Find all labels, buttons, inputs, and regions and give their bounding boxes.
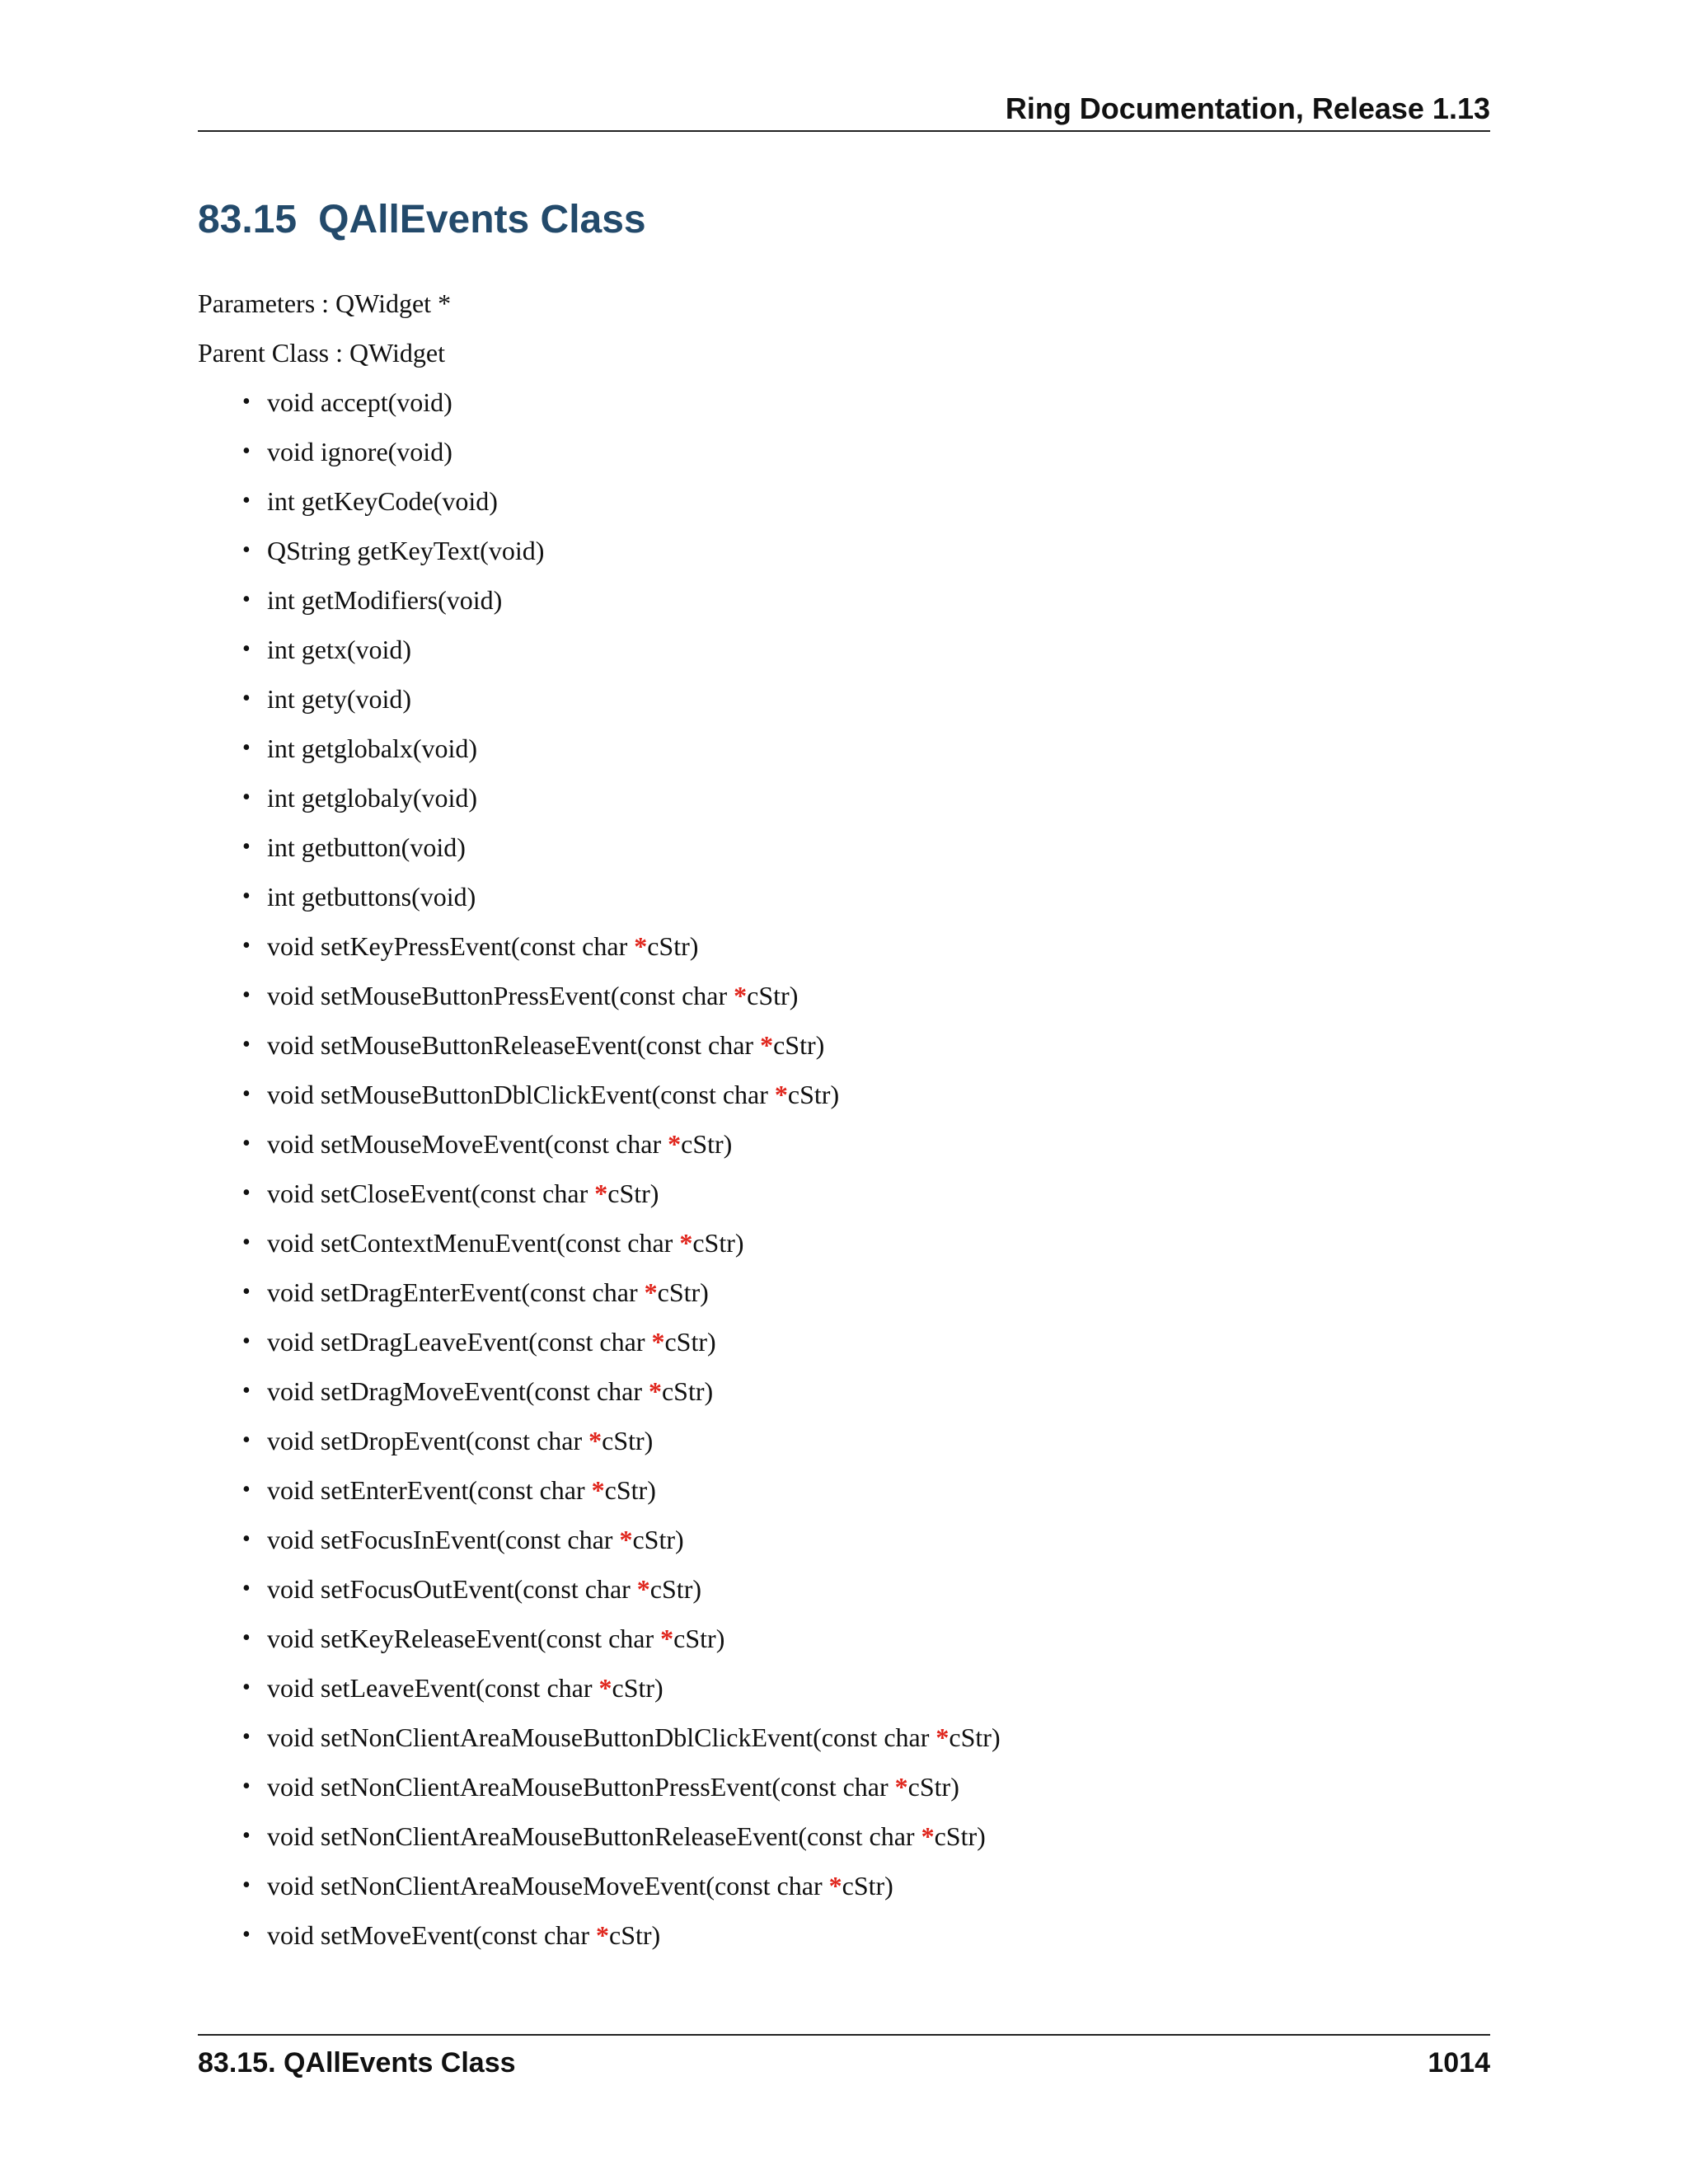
method-item — [242, 386, 1001, 435]
method-item — [242, 979, 1001, 1029]
bullet-icon: • — [242, 1081, 251, 1107]
bullet-icon: • — [242, 1279, 251, 1305]
pointer-asterisk: * — [651, 1327, 665, 1357]
method-item — [242, 1375, 1001, 1424]
bullet-icon: • — [242, 785, 251, 810]
method-item — [242, 1770, 1001, 1820]
bullet-icon: • — [242, 982, 251, 1008]
method-signature-start: void setDragMoveEvent(const char — [267, 1376, 649, 1406]
method-signature-start: void setDragEnterEvent(const char — [267, 1277, 645, 1307]
bullet-icon: • — [242, 636, 251, 662]
bullet-icon: • — [242, 537, 251, 563]
method-signature-start: void setMoveEvent(const char — [267, 1920, 596, 1950]
method-signature-end: cStr) — [609, 1920, 661, 1950]
method-signature-end: cStr) — [949, 1722, 1001, 1752]
method-signature-end: cStr) — [692, 1228, 744, 1258]
method-item — [242, 1721, 1001, 1770]
method-signature-start: void setDropEvent(const char — [267, 1426, 589, 1455]
method-signature-end: cStr) — [607, 1179, 659, 1208]
method-signature-start: void setMouseButtonDblClickEvent(const char — [267, 1080, 775, 1109]
method-signature: void ignore(void) — [267, 437, 452, 466]
bullet-icon: • — [242, 1427, 251, 1453]
method-item — [242, 435, 1001, 485]
method-signature-end: cStr) — [647, 931, 699, 961]
pointer-asterisk: * — [734, 981, 748, 1010]
method-item — [242, 1424, 1001, 1474]
running-header: Ring Documentation, Release 1.13 — [1005, 91, 1490, 125]
bullet-icon: • — [242, 1823, 251, 1849]
method-item — [242, 1919, 1001, 1968]
header-rule — [198, 130, 1490, 132]
method-signature-end: cStr) — [612, 1673, 663, 1703]
method-item — [242, 1572, 1001, 1622]
method-signature-end: cStr) — [773, 1030, 825, 1060]
pointer-asterisk: * — [668, 1129, 682, 1159]
pointer-asterisk: * — [636, 1574, 650, 1604]
bullet-icon: • — [242, 438, 251, 464]
method-signature-start: void setDragLeaveEvent(const char — [267, 1327, 652, 1357]
method-item — [242, 1820, 1001, 1869]
pointer-asterisk: * — [828, 1871, 842, 1900]
bullet-icon: • — [242, 1675, 251, 1700]
bullet-icon: • — [242, 686, 251, 711]
method-signature-start: void setCloseEvent(const char — [267, 1179, 595, 1208]
method-signature-start: void setNonClientAreaMouseMoveEvent(const char — [267, 1871, 829, 1900]
bullet-icon: • — [242, 1774, 251, 1799]
method-item — [242, 682, 1001, 732]
method-signature-end: cStr) — [673, 1624, 725, 1653]
method-signature-start: void setEnterEvent(const char — [267, 1475, 592, 1505]
pointer-asterisk: * — [648, 1376, 662, 1406]
method-signature-end: cStr) — [787, 1080, 840, 1109]
method-signature: int gety(void) — [267, 684, 412, 714]
method-signature-start: void setNonClientAreaMouseButtonPressEvent(const char — [267, 1772, 895, 1802]
section-number: 83.15 — [198, 198, 298, 241]
bullet-icon: • — [242, 1576, 251, 1601]
bullet-icon: • — [242, 1180, 251, 1206]
method-item — [242, 1078, 1001, 1127]
method-item — [242, 534, 1001, 583]
pointer-asterisk: * — [774, 1080, 788, 1109]
bullet-icon: • — [242, 735, 251, 761]
bullet-icon: • — [242, 1872, 251, 1898]
method-signature-start: void setNonClientAreaMouseButtonReleaseEvent(const char — [267, 1821, 921, 1851]
method-item — [242, 1177, 1001, 1226]
method-item — [242, 633, 1001, 682]
bullet-icon: • — [242, 1477, 251, 1502]
method-signature-end: cStr) — [907, 1772, 959, 1802]
method-signature-start: void setMouseButtonReleaseEvent(const char — [267, 1030, 761, 1060]
method-signature: int getbutton(void) — [267, 832, 466, 862]
section-heading — [198, 191, 646, 249]
method-signature-end: cStr) — [661, 1376, 714, 1406]
method-signature: int getbuttons(void) — [267, 882, 476, 912]
method-item — [242, 732, 1001, 781]
method-signature-end: cStr) — [747, 981, 799, 1010]
method-signature-start: void setMouseButtonPressEvent(const char — [267, 981, 734, 1010]
parent-class-line: Parent Class : QWidget — [198, 338, 445, 368]
bullet-icon: • — [242, 1230, 251, 1255]
method-item — [242, 1127, 1001, 1177]
method-item — [242, 1474, 1001, 1523]
method-item — [242, 1523, 1001, 1572]
pointer-asterisk: * — [588, 1426, 603, 1455]
pointer-asterisk: * — [598, 1673, 612, 1703]
method-signature: int getx(void) — [267, 635, 412, 664]
method-signature: int getglobaly(void) — [267, 783, 478, 813]
bullet-icon: • — [242, 587, 251, 612]
method-signature-start: void setFocusOutEvent(const char — [267, 1574, 637, 1604]
method-signature: int getKeyCode(void) — [267, 486, 498, 516]
method-signature: QString getKeyText(void) — [267, 536, 545, 565]
method-item — [242, 1671, 1001, 1721]
bullet-icon: • — [242, 389, 251, 415]
method-signature: int getglobalx(void) — [267, 733, 478, 763]
method-signature: void accept(void) — [267, 387, 452, 417]
method-signature: int getModifiers(void) — [267, 585, 503, 615]
method-signature-end: cStr) — [604, 1475, 656, 1505]
method-signature-end: cStr) — [842, 1871, 893, 1900]
method-item — [242, 1622, 1001, 1671]
method-signature-end: cStr) — [657, 1277, 709, 1307]
pointer-asterisk: * — [660, 1624, 674, 1653]
method-signature-start: void setLeaveEvent(const char — [267, 1673, 599, 1703]
parameters-line: Parameters : QWidget * — [198, 288, 452, 318]
method-signature-start: void setMouseMoveEvent(const char — [267, 1129, 668, 1159]
method-signature-end: cStr) — [934, 1821, 986, 1851]
bullet-icon: • — [242, 1625, 251, 1651]
pointer-asterisk: * — [679, 1228, 693, 1258]
method-signature-end: cStr) — [602, 1426, 654, 1455]
method-signature-end: cStr) — [664, 1327, 716, 1357]
footer-section-title: 83.15. QAllEvents Class — [198, 2047, 516, 2079]
bullet-icon: • — [242, 1131, 251, 1156]
pointer-asterisk: * — [894, 1772, 908, 1802]
pointer-asterisk: * — [594, 1179, 608, 1208]
bullet-icon: • — [242, 1724, 251, 1750]
method-item — [242, 583, 1001, 633]
pointer-asterisk: * — [619, 1525, 633, 1554]
pointer-asterisk: * — [591, 1475, 605, 1505]
bullet-icon: • — [242, 933, 251, 958]
method-signature-start: void setFocusInEvent(const char — [267, 1525, 620, 1554]
method-item — [242, 1276, 1001, 1325]
bullet-icon: • — [242, 1922, 251, 1947]
method-list — [242, 386, 1001, 1968]
method-item — [242, 1029, 1001, 1078]
method-signature-end: cStr) — [649, 1574, 701, 1604]
bullet-icon: • — [242, 1526, 251, 1552]
bullet-icon: • — [242, 488, 251, 513]
method-item — [242, 831, 1001, 880]
pointer-asterisk: * — [644, 1277, 658, 1307]
method-signature-start: void setKeyPressEvent(const char — [267, 931, 635, 961]
page-number: 1014 — [1428, 2047, 1490, 2079]
method-signature-end: cStr) — [632, 1525, 684, 1554]
bullet-icon: • — [242, 1032, 251, 1057]
method-item — [242, 930, 1001, 979]
bullet-icon: • — [242, 1378, 251, 1404]
method-signature-end: cStr) — [681, 1129, 733, 1159]
method-item — [242, 485, 1001, 534]
pointer-asterisk: * — [935, 1722, 950, 1752]
method-signature-start: void setContextMenuEvent(const char — [267, 1228, 680, 1258]
pointer-asterisk: * — [760, 1030, 774, 1060]
method-item — [242, 880, 1001, 930]
footer-rule — [198, 2034, 1490, 2036]
bullet-icon: • — [242, 1329, 251, 1354]
method-item — [242, 1869, 1001, 1919]
bullet-icon: • — [242, 834, 251, 860]
pointer-asterisk: * — [921, 1821, 935, 1851]
method-signature-start: void setNonClientAreaMouseButtonDblClickEvent(const char — [267, 1722, 936, 1752]
pointer-asterisk: * — [596, 1920, 609, 1950]
method-item — [242, 1325, 1001, 1375]
pointer-asterisk: * — [634, 931, 648, 961]
bullet-icon: • — [242, 883, 251, 909]
method-signature-start: void setKeyReleaseEvent(const char — [267, 1624, 661, 1653]
method-item — [242, 781, 1001, 831]
method-item — [242, 1226, 1001, 1276]
section-title-text: QAllEvents Class — [318, 198, 646, 241]
